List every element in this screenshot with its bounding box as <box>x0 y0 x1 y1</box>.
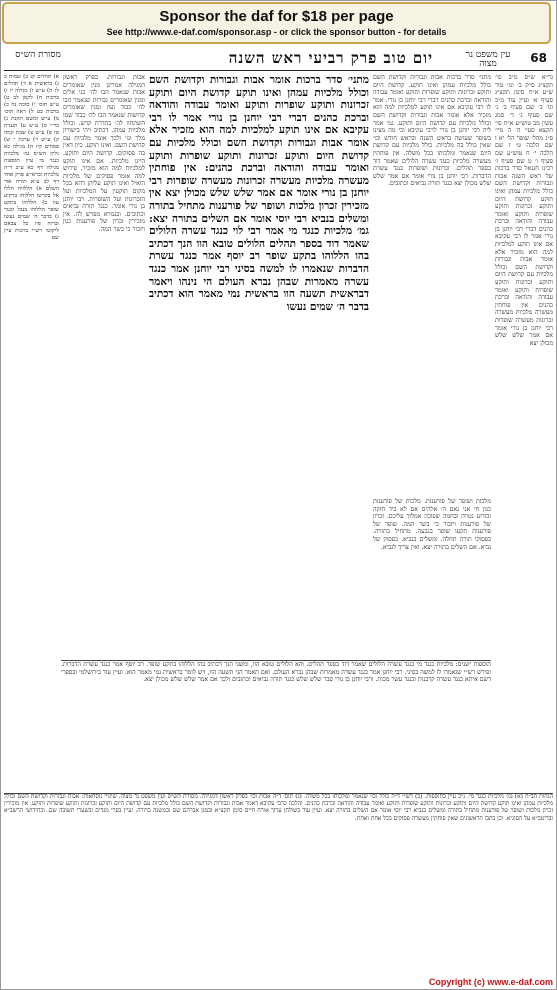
page-title: יום טוב פרק רביעי ראש השנה <box>228 49 433 67</box>
bottom-wide-commentary: הגהות הב״ח (א) גמ׳ מלכיות כנגד מי. נ״ב עיין בתוספות. (ב) רש״י ד״ה כולל וכו׳ שנאמר ומלכותו בכל משלה. (ג) תוס׳ ד״ה אבות וכו׳ בפרק ראשון דמגילה. מסורת הש״ס ועין משפט נר מצוה. שינויי נוסחאות: אבות וגבורות וקדושת השם וכולל מלכיות עמהן ואינו תוקע קדושת היום ותוקע זכרונות ותוקע שופרות ותוקע ואומר עבודה והודאה וברכת כהנים. והלכה כרבי עקיבא דאמר אבות וגבורות וקדושת השם כולל מלכיות עם קדושת היום ותוקע זכרונות ותוקע שופרות ותוקע. אין מזכירין זכרון מלכות ושופר של פורענות מתחיל בתורה ומשלים בנביא רבי יוסי אומר אם השלים בתורה יצא. ועיין עוד בשולחן ערוך אורח חיים סימן תקצ״א ובמגן אברהם שם ובמשנה ברורה. ועיין בפרי מגדים ובשערי תשובה שם. ובחידושי הרשב״א ובריטב״א על הסוגיא. וכן כתבו הראשונים שאין פוחתין מעשרה פסוקים בכל אחת ואחת. <box>4 793 553 964</box>
tosafot-column: אבות וגבורות. בפרק ראשון דמגילה אמרינן מנין שאומרים אבות שנאמר הבו לה׳ בני אלים ומנין שאומרים גבורות שנאמר הבו לה׳ כבוד ועוז ומנין שאומרים קדושות שנאמר הבו לה׳ כבוד שמו השתחוו לה׳ בהדרת קדש. וכולל מלכיות עמהן. דכתיב ויהי בישורון מלך וגו׳ ולכך אומר מלכיות עם קדושת השם. ואינו תוקע. כיון דאין בה פסוקים. קדושת היום ותוקע. היינו מלכיות. אם אינו תוקע למלכיות למה הוא מזכיר. פירוש למה אומר פסוקים של מלכיות הואיל ואינו תוקע עליהן דהא בכל מקום תוקעין על המלכיות ועל הזכרונות ועל השופרות. רבי יוחנן בן נורי אומר. כנגד תורה נביאים וכתובים. ובגמרא מפרש לה. אין מזכירין זכרון של פורענות כגון ויזכור כי בשר המה. <box>63 74 145 233</box>
copyright-notice: Copyright (c) www.e-daf.com <box>428 977 553 987</box>
header-note-left: עין משפט נר מצוה <box>465 50 511 69</box>
header-note-right: מסורת הש״ס <box>15 50 61 60</box>
rashi-column: מתני׳ סדר ברכות אבות וגבורות וקדושת השם כולל מלכיות עמהן ואינו תוקע. קדושת היום ותוקע זכרונות ותוקע שופרות ותוקע ואומר עבודה והודאה וברכת כהנים דברי רבי יוחנן בן נורי. אמר לו רבי עקיבא אם אינו תוקע למלכיות למה הוא מזכיר אלא אומר אבות וגבורות וקדושת השם וכולל מלכיות עם קדושת היום ותוקע. גמ׳ אמר ליה רבי יוחנן בן נורי לרבי עקיבא וכי מה מצינו בשופר שעושה בראש השנה ובראש חודש וכו׳ שאין כולל בה מלכיות. כולל מלכיות עם קדושת היום שנאמר ומלכותו בכל משלה. אין פוחתין מעשרה מלכיות כנגד עשרה הלולים שאמר דוד בספר תהלים. זכרונות ושופרות כנגד עשרת הדברות. רבי יוחנן בן נורי אומר אם אמר שלש שלש מכולן יצא כנגד תורה נביאים וכתובים. <box>373 74 491 188</box>
sponsor-subtitle: See http://www.e-daf.com/sponsor.asp - or click the sponsor button - for details <box>106 27 447 37</box>
sponsor-title[interactable]: Sponsor the daf for $18 per page <box>159 8 394 25</box>
bottom-commentary: תוספות ישנים: מלכיות כנגד מי כנגד עשרה הלולים שאמר דוד בספר תהלים. והא הלולים טובא הוו, ומשני הנך דכתיב בהו הללוהו בתקע שופר. רב יוסף אמר כנגד עשרת הדברות. ופירש רש״י שנאמרו לו למשה בסיני. רבי יוחנן אמר כנגד עשרה מאמרות שבהן נברא העולם. ואם תאמר הני תשעה הוו, ויש לומר בראשית נמי מאמר הוא. ועיין עוד בירושלמי ובספרי דשם איתא כנגד עשרה קרבנות וכנגד עשר מכות. ורבי יוחנן בן נורי סבר שלש שלש כנגד תורה נביאים וכתובים ולכך אם אמר שלש שלש מכולן יצא. <box>61 660 491 789</box>
main-text-column: מתני׳ סדר ברכות אומר אבות וגבורות וקדושת השם וכולל מלכיות עמהן ואינו תוקע קדושת היום ותוקע זכרונות ותוקע שופרות ותוקע ואומר עבודה והודאה וברכת כהנים דברי רבי יוחנן בן נורי אמר לו רבי עקיבא אם אינו תוקע למלכיות למה הוא מזכיר אלא אומר אבות וגבורות וקדושת השם וכולל מלכיות עם קדושת היום ותוקע זכרונות ותוקע שופרות ותוקע ואומר עבודה והודאה וברכת כהנים: אין פוחתין מעשרה מלכיות מעשרה זכרונות מעשרה שופרות רבי יוחנן בן נורי אומר אם אמר שלש שלש מכולן יצא אין מזכירין זכרון מלכות ושופר של פורענות מתחיל בתורה ומשלים בנביא רבי יוסי אומר אם השלים בתורה יצא: גמ׳ מלכיות כנגד מי אמר רבי לוי כנגד עשרה הלולים שאמר דוד בספר תהלים הלולים טובא הוו הנך דכתיב בהו הללוהו בתקע שופר רב יוסף אמר כנגד עשרת הדברות שנאמרו לו למשה בסיני רבי יוחנן אמר כנגד עשרה מאמרות שבהן נברא העולם הי נינהו ויאמר דבראשית תשעה הוו בראשית נמי מאמר הוא דכתיב בדבר ה׳ שמים נעשו <box>149 74 369 313</box>
talmud-page <box>4 48 553 973</box>
masoret-column: א) תהלים קנ ב) שמות כ ג) בראשית א ד) תהלים לג ה) ע״ש ו) מגילה יז ז) ברכות ח) לקמן לב ט) ע״ש תוס׳ י) סוכה נה כ) ברכות כט ל) ראה תוס׳ מ) ע״ש ומשם תקנת נ) בר״י ס) ע״ש ע) תענית טז פ) ע״ש צ) שבת קמח ק) ע״ש ר) ערכין י ש) פסחים קיז ת) מגילה כא גליון הש״ס גמ׳ מלכיות כנגד מי עיין תוספות מגילה דף כא ע״ב ד״ה מלכיות וברא״ש פרק אחד דף לב ע״א תורה אור השלם א) הללויה הללו אל בקדשו הללוהו ברקיע עזו ב) הללוהו בתקע שופר הללוהו בנבל וכנור ג) בדבר ה׳ שמים נעשו וברוח פיו כל צבאם ליקוטי רש״י ברכות עיין שם <box>4 74 59 241</box>
rashi-lower-column: מלכות ושופר של פורענות. מלכות של פורענות כגון חי אני נאם ה׳ אלהים אם לא ביד חזקה ובזרוע נטויה ובחמה שפוכה אמלוך עליכם. זכרון של פורענות ויזכור כי בשר המה. שופר של פורענות תקעו שופר בגבעה. מתחיל בתורה. בפסוקי תורה תחלה. ומשלים בנביא. בפסוק של נביא. אם השלים בתורה יצא. ואין צריך לנביא. <box>373 498 491 551</box>
sponsor-banner[interactable] <box>2 2 551 44</box>
ein-mishpat-column: גר״א ש״ס מ״ב סי׳ תקצ״ג ס״ק ב׳ וגו׳ טור ש״ע א״ח סימן תקצ״ג סעיף א׳ ועיין עוד מ״ב וגו׳ ב׳ שם סעיף ב׳ ג׳ שם סעיף ג׳ ד׳ סמג עשין מב טוש״ע א״ח סי׳ תקצא סעי׳ ה׳ ה מיי׳ פ״ג מהל׳ שופר הל׳ יא ו שם הלכה ט׳ ז שם הלכה י׳ ח טוש״ע שם סעיף ו׳ ט שם סעיף ז׳ רבינו חננאל סדר ברכות של ראש השנה אבות וגבורות וקדושת השם כולל מלכיות עמהן ואינו תוקע קדושת היום ותוקע זכרונות ותוקע שופרות ותוקע ואומר עבודה והודאה וברכת כהנים דברי רבי יוחנן בן נורי אמר לו רבי עקיבא אם אינו תוקע למלכיות למה הוא מזכיר אלא אומר אבות וגבורות וקדושת השם וכולל מלכיות עם קדושת היום ותוקע זכרונות ותוקע שופרות ותוקע ואומר עבודה והודאה וברכת כהנים אין פוחתין מעשרה מלכיות מעשרה זכרונות מעשרה שופרות רבי יוחנן בן נורי אומר אם אמר שלש שלש מכולן יצא <box>495 74 553 347</box>
page-number: 68 <box>530 51 547 65</box>
page-header <box>4 48 553 71</box>
